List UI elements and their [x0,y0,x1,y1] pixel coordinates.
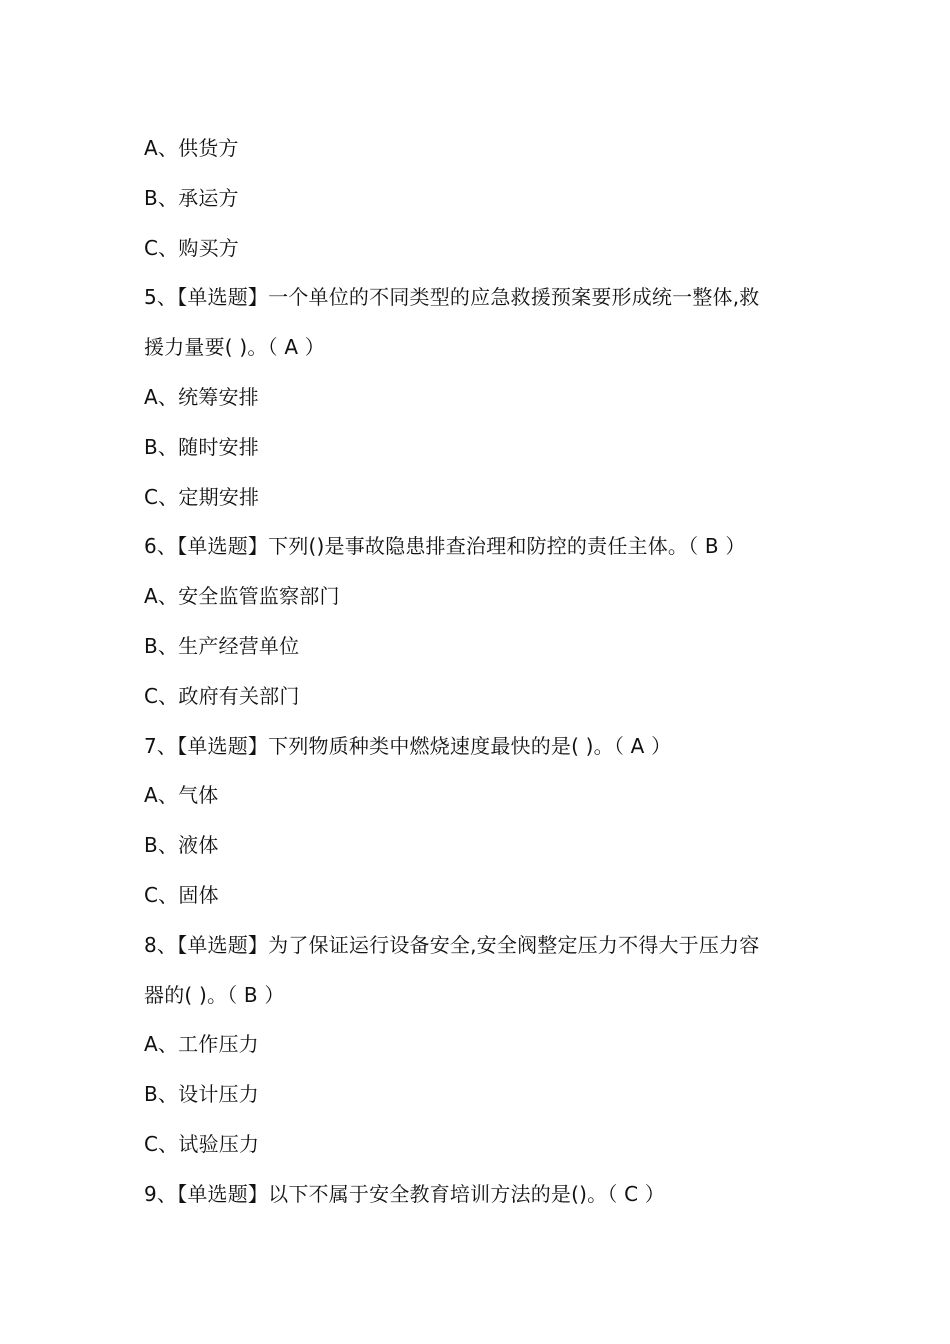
question-6-option-c: C、政府有关部门 [144,683,300,708]
question-list [144,124,834,1220]
question-8-option-c: C、试验压力 [144,1131,260,1156]
question-5-option-b: B、随时安排 [144,434,259,459]
question-8-option-a: A、工作压力 [144,1032,259,1057]
question-7-option-a: A、气体 [144,783,219,808]
question-6-option-a: A、安全监管监察部门 [144,584,340,609]
option-b-line: B、承运方 [144,185,239,210]
question-8-line-1: 8、【单选题】为了保证运行设备安全,安全阀整定压力不得大于压力容 [144,932,760,957]
question-7: 7、【单选题】下列物质种类中燃烧速度最快的是( )。（ A ） [144,733,672,758]
question-8-line-2: 器的( )。（ B ） [144,982,285,1007]
question-8-option-b: B、设计压力 [144,1082,259,1107]
question-5-line-2: 援力量要( )。（ A ） [144,335,325,360]
question-7-option-b: B、液体 [144,833,219,858]
question-5-option-c: C、定期安排 [144,484,260,509]
question-7-option-c: C、固体 [144,882,219,907]
question-9: 9、【单选题】以下不属于安全教育培训方法的是()。（ C ） [144,1181,666,1206]
option-c-line: C、购买方 [144,235,239,260]
question-5-option-a: A、统筹安排 [144,384,259,409]
question-6: 6、【单选题】下列()是事故隐患排查治理和防控的责任主体。（ B ） [144,534,746,559]
question-5-line-1: 5、【单选题】一个单位的不同类型的应急救援预案要形成统一整体,救 [144,285,760,310]
question-6-option-b: B、生产经营单位 [144,633,300,658]
option-a-line: A、供货方 [144,136,239,160]
